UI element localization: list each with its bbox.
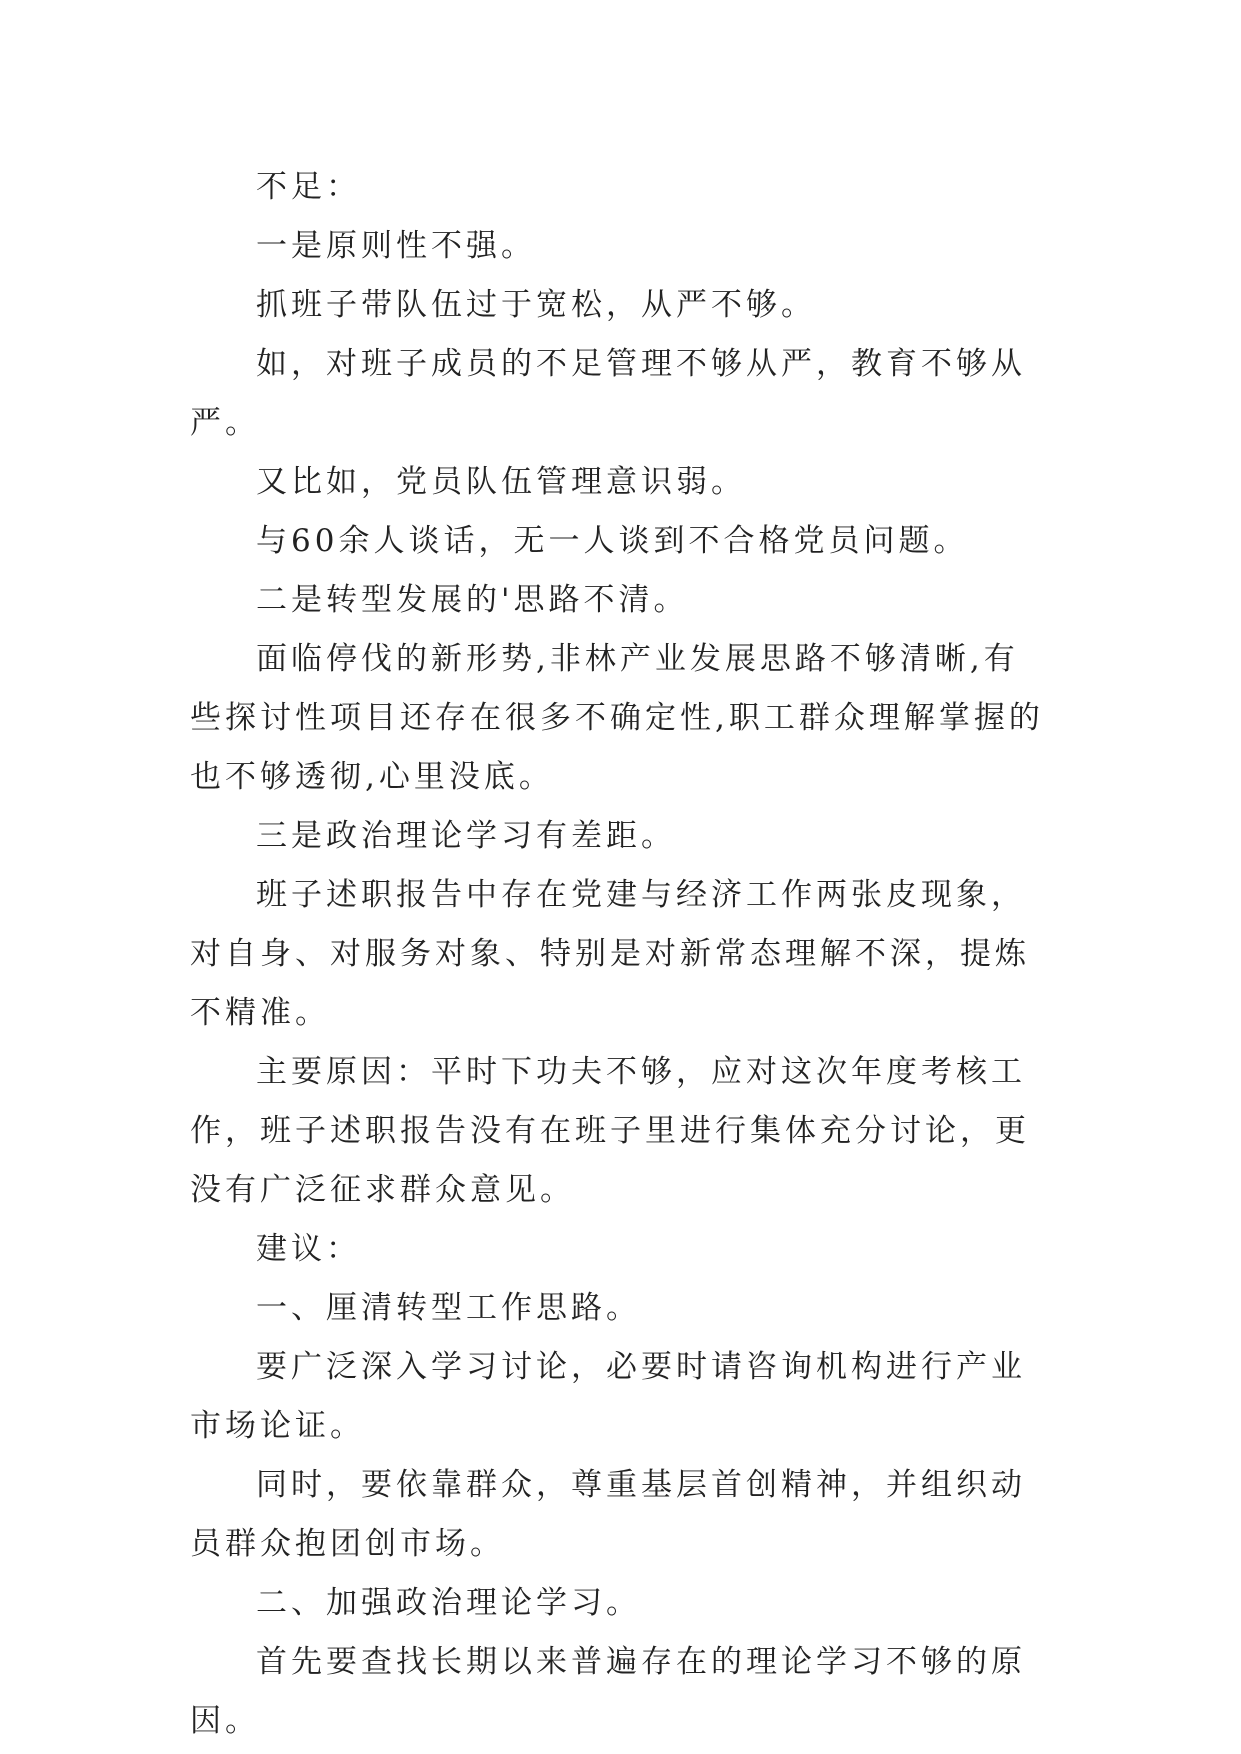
paragraph: 如，对班子成员的不足管理不够从严，教育不够从严。 (190, 346, 1026, 441)
paragraph: 面临停伐的新形势,非林产业发展思路不够清晰,有些探讨性项目还存在很多不确定性,职工群众理解掌握的也不够透彻,心里没底。 (190, 641, 1044, 795)
paragraph: 抓班子带队伍过于宽松，从严不够。 (256, 287, 816, 323)
paragraph-shortcomings-heading: 不足： (256, 169, 361, 205)
paragraph: 要广泛深入学习讨论，必要时请咨询机构进行产业市场论证。 (190, 1349, 1026, 1444)
paragraph: 同时，要依靠群众，尊重基层首创精神，并组织动员群众抱团创市场。 (190, 1467, 1026, 1562)
document-body (190, 158, 1050, 1751)
paragraph-item-2: 二是转型发展的'思路不清。 (256, 582, 689, 618)
paragraph: 首先要查找长期以来普遍存在的理论学习不够的原因。 (190, 1644, 1026, 1739)
paragraph-suggestion-2: 二、加强政治理论学习。 (256, 1585, 641, 1621)
paragraph-main-reason: 主要原因：平时下功夫不够，应对这次年度考核工作，班子述职报告没有在班子里进行集体充分讨论，更没有广泛征求群众意见。 (190, 1054, 1030, 1208)
paragraph: 班子述职报告中存在党建与经济工作两张皮现象，对自身、对服务对象、特别是对新常态理解不深，提炼不精准。 (190, 877, 1030, 1031)
paragraph-item-3: 三是政治理论学习有差距。 (256, 818, 676, 854)
paragraph-suggestion-1: 一、厘清转型工作思路。 (256, 1290, 641, 1326)
paragraph-suggestions-heading: 建议： (256, 1231, 361, 1267)
paragraph-item-1: 一是原则性不强。 (256, 228, 536, 264)
paragraph: 又比如，党员队伍管理意识弱。 (256, 464, 746, 500)
paragraph: 与60余人谈话，无一人谈到不合格党员问题。 (256, 523, 969, 559)
